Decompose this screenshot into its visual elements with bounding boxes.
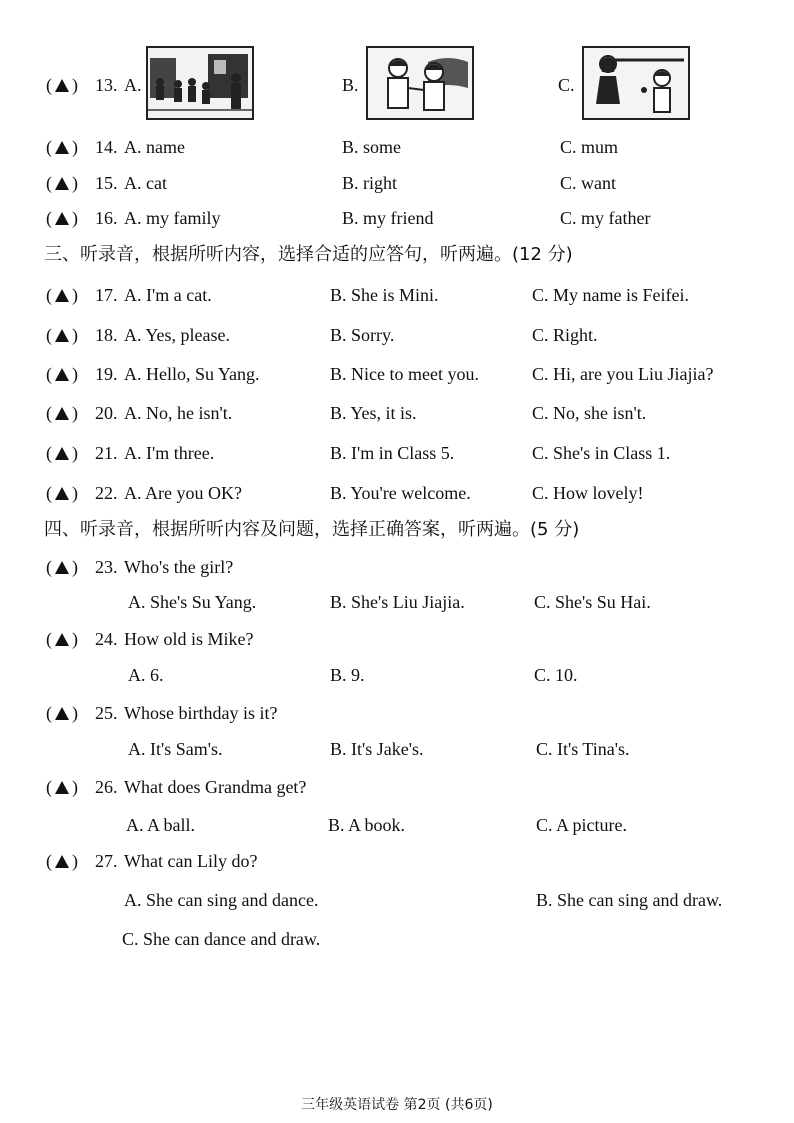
answer-bracket: ( ) bbox=[46, 483, 78, 503]
question-number: 19. bbox=[95, 364, 118, 384]
question-27-options-row2 bbox=[0, 924, 794, 954]
question-number: 22. bbox=[95, 483, 118, 503]
question-number: 24. bbox=[95, 629, 118, 649]
question-17 bbox=[0, 280, 794, 310]
triangle-icon bbox=[55, 447, 69, 460]
answer-bracket: ( ) bbox=[46, 364, 78, 384]
answer-bracket: ( ) bbox=[46, 208, 78, 228]
triangle-icon bbox=[55, 561, 69, 574]
triangle-icon bbox=[55, 212, 69, 225]
option-c: C. 10. bbox=[534, 665, 578, 685]
option-b: B. Nice to meet you. bbox=[330, 364, 479, 384]
answer-bracket: ( ) bbox=[46, 629, 78, 649]
option-a: A. It's Sam's. bbox=[128, 739, 223, 759]
question-25-options bbox=[0, 734, 794, 764]
question-22 bbox=[0, 478, 794, 508]
question-24 bbox=[0, 624, 794, 654]
option-b: B. She is Mini. bbox=[330, 285, 439, 305]
option-a: A. cat bbox=[124, 173, 167, 193]
answer-bracket: ( ) bbox=[46, 557, 78, 577]
question-number: 16. bbox=[95, 208, 118, 228]
question-text: Who's the girl? bbox=[124, 557, 234, 577]
question-23-options bbox=[0, 587, 794, 617]
page-footer: 三年级英语试卷 第2页 (共6页) bbox=[301, 1097, 493, 1113]
section-3-heading: 三、听录音，根据所听内容，选择合适的应答句，听两遍。(12 分) bbox=[44, 244, 573, 265]
question-text: What does Grandma get? bbox=[124, 777, 307, 797]
answer-bracket: ( ) bbox=[46, 443, 78, 463]
option-a: A. Are you OK? bbox=[124, 483, 242, 503]
option-b: B. Yes, it is. bbox=[330, 403, 417, 423]
question-text: How old is Mike? bbox=[124, 629, 254, 649]
option-c: C. She can dance and draw. bbox=[122, 929, 321, 949]
question-23 bbox=[0, 552, 794, 582]
option-b-label: B. bbox=[342, 75, 359, 95]
question-text: Whose birthday is it? bbox=[124, 703, 278, 723]
answer-bracket: ( ) bbox=[46, 285, 78, 305]
question-27 bbox=[0, 846, 794, 876]
question-19 bbox=[0, 359, 794, 389]
answer-bracket: ( ) bbox=[46, 75, 78, 95]
option-c: C. A picture. bbox=[536, 815, 627, 835]
option-a: A. name bbox=[124, 137, 185, 157]
triangle-icon bbox=[55, 781, 69, 794]
option-b: B. right bbox=[342, 173, 398, 193]
question-24-options bbox=[0, 660, 794, 690]
option-c: C. want bbox=[560, 173, 616, 193]
picture-13c bbox=[582, 46, 690, 120]
option-c: C. No, she isn't. bbox=[532, 403, 647, 423]
question-number: 27. bbox=[95, 851, 118, 871]
option-c: C. My name is Feifei. bbox=[532, 285, 689, 305]
answer-bracket: ( ) bbox=[46, 137, 78, 157]
question-number: 13. bbox=[95, 75, 118, 95]
answer-bracket: ( ) bbox=[46, 851, 78, 871]
option-c: C. It's Tina's. bbox=[536, 739, 630, 759]
question-26 bbox=[0, 772, 794, 802]
answer-bracket: ( ) bbox=[46, 173, 78, 193]
option-b: B. It's Jake's. bbox=[330, 739, 424, 759]
picture-13a bbox=[146, 46, 254, 120]
option-a: A. I'm three. bbox=[124, 443, 215, 463]
option-a: A. She can sing and dance. bbox=[124, 890, 319, 910]
triangle-icon bbox=[55, 141, 69, 154]
option-b: B. She can sing and draw. bbox=[536, 890, 723, 910]
option-c: C. She's in Class 1. bbox=[532, 443, 671, 463]
triangle-icon bbox=[55, 633, 69, 646]
triangle-icon bbox=[55, 707, 69, 720]
triangle-icon bbox=[55, 368, 69, 381]
question-26-options bbox=[0, 810, 794, 840]
picture-13b bbox=[366, 46, 474, 120]
option-a: A. Hello, Su Yang. bbox=[124, 364, 260, 384]
option-c: C. my father bbox=[560, 208, 651, 228]
answer-bracket: ( ) bbox=[46, 703, 78, 723]
question-number: 20. bbox=[95, 403, 118, 423]
option-c: C. How lovely! bbox=[532, 483, 644, 503]
answer-bracket: ( ) bbox=[46, 325, 78, 345]
question-number: 23. bbox=[95, 557, 118, 577]
answer-bracket: ( ) bbox=[46, 777, 78, 797]
question-15 bbox=[0, 168, 794, 198]
question-number: 14. bbox=[95, 137, 118, 157]
option-c: C. She's Su Hai. bbox=[534, 592, 651, 612]
option-c: C. Right. bbox=[532, 325, 598, 345]
option-a: A. She's Su Yang. bbox=[128, 592, 257, 612]
triangle-icon bbox=[55, 407, 69, 420]
triangle-icon bbox=[55, 855, 69, 868]
option-c: C. mum bbox=[560, 137, 619, 157]
option-a: A. 6. bbox=[128, 665, 164, 685]
triangle-icon bbox=[55, 487, 69, 500]
option-b: B. A book. bbox=[328, 815, 406, 835]
question-20 bbox=[0, 398, 794, 428]
option-b: B. Sorry. bbox=[330, 325, 395, 345]
answer-bracket: ( ) bbox=[46, 403, 78, 423]
option-c-label: C. bbox=[558, 75, 575, 95]
option-b: B. I'm in Class 5. bbox=[330, 443, 455, 463]
triangle-icon bbox=[55, 177, 69, 190]
option-b: B. You're welcome. bbox=[330, 483, 471, 503]
option-a: A. Yes, please. bbox=[124, 325, 230, 345]
question-number: 18. bbox=[95, 325, 118, 345]
question-number: 21. bbox=[95, 443, 118, 463]
option-a: A. No, he isn't. bbox=[124, 403, 233, 423]
question-25 bbox=[0, 698, 794, 728]
question-16 bbox=[0, 203, 794, 233]
question-27-options-row1 bbox=[0, 885, 794, 915]
question-number: 25. bbox=[95, 703, 118, 723]
question-number: 17. bbox=[95, 285, 118, 305]
question-14 bbox=[0, 132, 794, 162]
question-text: What can Lily do? bbox=[124, 851, 258, 871]
section-4-heading: 四、听录音，根据所听内容及问题，选择正确答案，听两遍。(5 分) bbox=[44, 519, 580, 540]
option-b: B. 9. bbox=[330, 665, 365, 685]
option-b: B. my friend bbox=[342, 208, 434, 228]
option-b: B. some bbox=[342, 137, 402, 157]
question-21 bbox=[0, 438, 794, 468]
option-c: C. Hi, are you Liu Jiajia? bbox=[532, 364, 714, 384]
option-a: A. I'm a cat. bbox=[124, 285, 212, 305]
option-a-label: A. bbox=[124, 75, 142, 95]
question-number: 26. bbox=[95, 777, 118, 797]
triangle-icon bbox=[55, 329, 69, 342]
option-a: A. my family bbox=[124, 208, 221, 228]
triangle-icon bbox=[55, 79, 69, 92]
question-number: 15. bbox=[95, 173, 118, 193]
triangle-icon bbox=[55, 289, 69, 302]
question-18 bbox=[0, 320, 794, 350]
option-b: B. She's Liu Jiajia. bbox=[330, 592, 465, 612]
option-a: A. A ball. bbox=[126, 815, 196, 835]
